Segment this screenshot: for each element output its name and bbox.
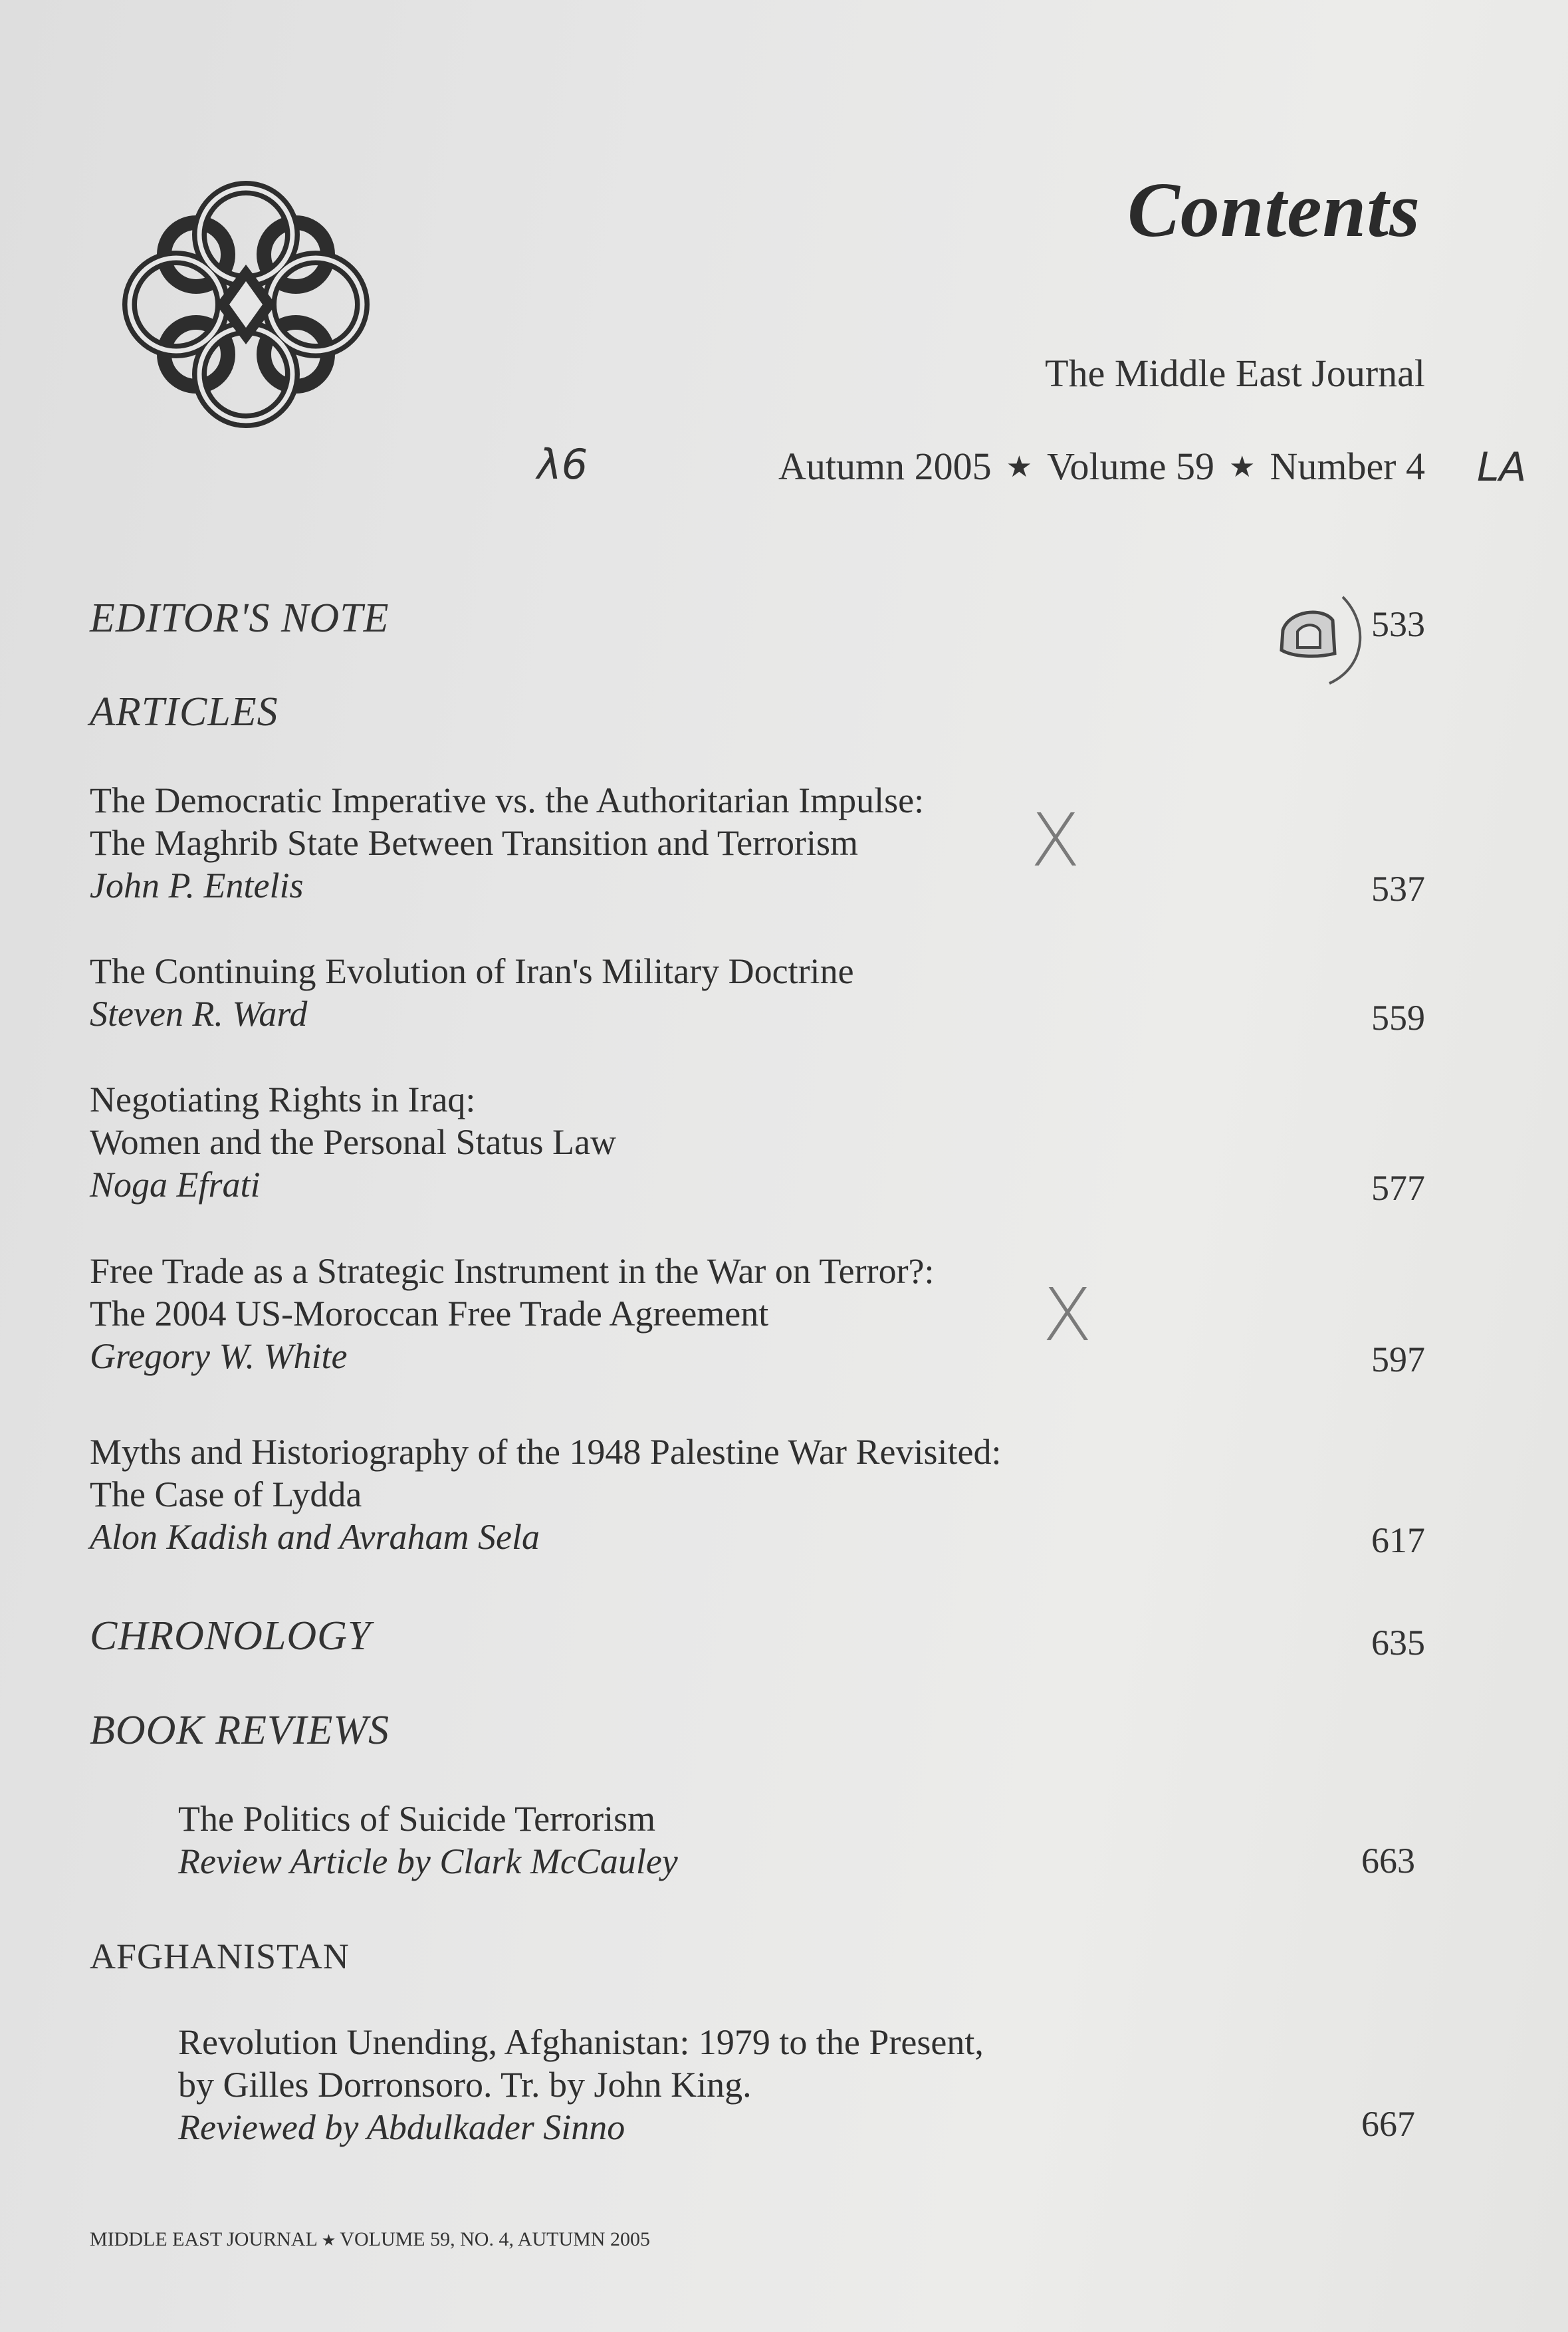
list-item [178, 1798, 678, 1883]
star-icon: ★ [1228, 450, 1256, 484]
list-item [90, 1078, 616, 1206]
page-number: 663 [1361, 1841, 1415, 1881]
page-number: 559 [1371, 998, 1425, 1038]
section-chronology: CHRONOLOGY [90, 1613, 372, 1659]
journal-name: The Middle East Journal [1045, 352, 1425, 395]
page-number: 537 [1371, 869, 1425, 909]
article-title: The Democratic Imperative vs. the Authoritarian Impulse: [90, 780, 925, 820]
article-title: The Continuing Evolution of Iran's Military Doctrine [90, 951, 854, 991]
article-title: The 2004 US-Moroccan Free Trade Agreement [90, 1294, 769, 1334]
list-item [178, 2021, 984, 2149]
page-title: Contents [1127, 166, 1420, 253]
article-author: Gregory W. White [90, 1336, 348, 1376]
page-number: 533 [1371, 604, 1425, 644]
star-icon: ★ [1006, 450, 1033, 484]
review-author: Reviewed by Abdulkader Sinno [178, 2107, 625, 2147]
page-number: 635 [1371, 1623, 1425, 1663]
handwritten-x-mark: X [1042, 1272, 1093, 1357]
subsection-afghanistan: AFGHANISTAN [90, 1936, 350, 1976]
review-author: Review Article by Clark McCauley [178, 1841, 678, 1881]
handwritten-note-right: LA [1477, 444, 1527, 491]
article-author: John P. Entelis [90, 866, 304, 905]
article-title: Negotiating Rights in Iraq: [90, 1080, 476, 1119]
handwritten-x-mark: X [1030, 798, 1081, 883]
footer-journal: MIDDLE EAST JOURNAL [90, 2228, 318, 2250]
issue-season: Autumn 2005 [778, 445, 992, 488]
list-item [90, 950, 854, 1035]
review-title: Revolution Unending, Afghanistan: 1979 to the Present, [178, 2022, 984, 2062]
issue-line [778, 444, 1425, 489]
article-title: Women and the Personal Status Law [90, 1122, 616, 1162]
review-title: by Gilles Dorronsoro. Tr. by John King. [178, 2065, 752, 2105]
page-number: 597 [1371, 1340, 1425, 1379]
article-title: Free Trade as a Strategic Instrument in the War on Terror?: [90, 1251, 935, 1291]
issue-number: Number 4 [1270, 445, 1425, 488]
library-stamp-icon [1256, 584, 1369, 697]
knot-ornament-icon [113, 172, 379, 437]
footer-issue: VOLUME 59, NO. 4, AUTUMN 2005 [340, 2228, 650, 2250]
issue-volume: Volume 59 [1047, 445, 1214, 488]
page-number: 617 [1371, 1520, 1425, 1560]
handwritten-note-left: λ6 [537, 440, 588, 489]
star-icon: ★ [321, 2231, 336, 2250]
article-title: The Maghrib State Between Transition and Terrorism [90, 823, 859, 863]
page-footer [90, 2228, 650, 2251]
article-title: Myths and Historiography of the 1948 Palestine War Revisited: [90, 1432, 1002, 1472]
article-title: The Case of Lydda [90, 1474, 362, 1514]
article-author: Noga Efrati [90, 1165, 261, 1205]
section-articles: ARTICLES [90, 689, 279, 735]
section-book-reviews: BOOK REVIEWS [90, 1708, 390, 1753]
page-number: 577 [1371, 1168, 1425, 1208]
article-author: Steven R. Ward [90, 994, 308, 1034]
list-item [90, 1250, 935, 1377]
article-author: Alon Kadish and Avraham Sela [90, 1517, 540, 1557]
list-item [90, 779, 924, 907]
section-editors-note: EDITOR'S NOTE [90, 596, 390, 641]
review-title: The Politics of Suicide Terrorism [178, 1799, 656, 1839]
list-item [90, 1431, 1001, 1558]
page-number: 667 [1361, 2104, 1415, 2144]
